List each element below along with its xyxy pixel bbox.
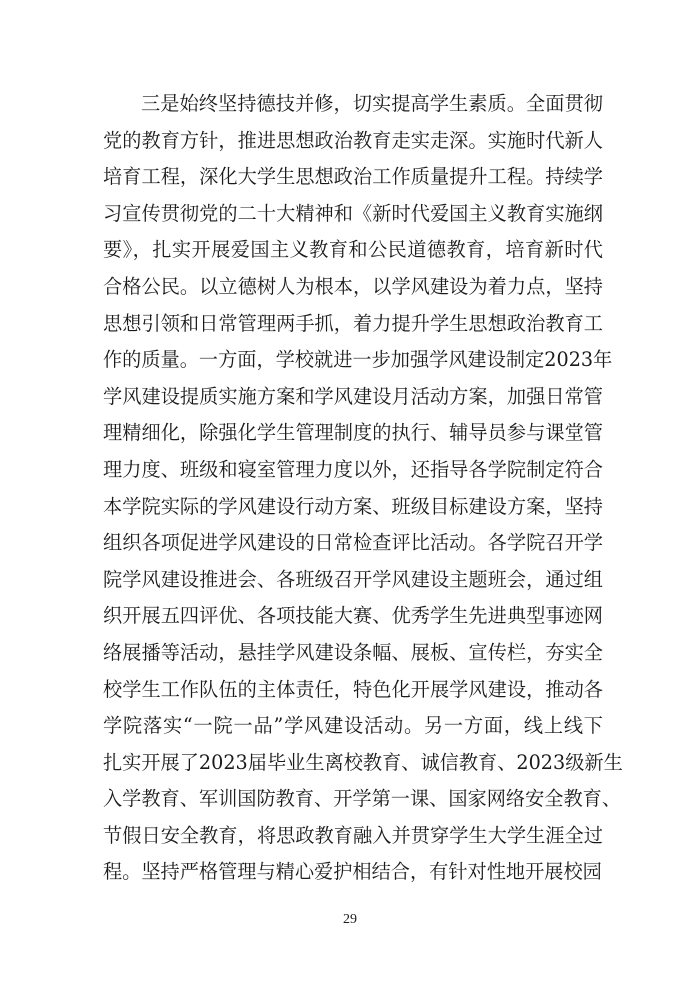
page-number: 29 [343, 912, 357, 927]
text-line: 思想引领和日常管理两手抓，着力提升学生思想政治教育工 [103, 311, 603, 335]
text-line: 学风建设提质实施方案和学风建设月活动方案，加强日常管 [103, 384, 603, 408]
text-line: 织开展五四评优、各项技能大赛、优秀学生先进典型事迹网 [103, 604, 603, 628]
text-line: 党的教育方针，推进思想政治教育走实走深。实施时代新人 [103, 128, 603, 152]
text-line: 院学风建设推进会、各班级召开学风建设主题班会，通过组 [103, 567, 603, 591]
text-line: 本学院实际的学风建设行动方案、班级目标建设方案，坚持 [103, 494, 603, 518]
text-line: 要》，扎实开展爱国主义教育和公民道德教育，培育新时代 [103, 238, 603, 262]
text-line: 学院落实“一院一品”学风建设活动。另一方面，线上线下 [103, 714, 603, 738]
text-line: 作的质量。一方面，学校就进一步加强学风建设制定2023年 [103, 348, 613, 372]
text-line: 节假日安全教育，将思政教育融入并贯穿学生大学生涯全过 [103, 823, 603, 847]
text-line: 校学生工作队伍的主体责任，特色化开展学风建设，推动各 [103, 677, 603, 701]
text-line: 培育工程，深化大学生思想政治工作质量提升工程。持续学 [103, 165, 603, 189]
body-paragraph [103, 86, 623, 891]
text-line: 合格公民。以立德树人为根本，以学风建设为着力点，坚持 [103, 274, 603, 298]
text-line: 理精细化，除强化学生管理制度的执行、辅导员参与课堂管 [103, 421, 603, 445]
text-line: 络展播等活动，悬挂学风建设条幅、展板、宣传栏，夯实全 [103, 640, 603, 664]
text-line: 习宣传贯彻党的二十大精神和《新时代爱国主义教育实施纲 [103, 201, 603, 225]
text-line: 入学教育、军训国防教育、开学第一课、国家网络安全教育、 [103, 787, 622, 811]
text-line: 扎实开展了2023届毕业生离校教育、诚信教育、2023级新生 [103, 750, 623, 774]
text-line: 程。坚持严格管理与精心爱护相结合，有针对性地开展校园 [103, 860, 602, 884]
text-line: 理力度、班级和寝室管理力度以外，还指导各学院制定符合 [103, 457, 603, 481]
text-line: 三是始终坚持德技并修，切实提高学生素质。全面贯彻 [141, 92, 603, 115]
text-line: 组织各项促进学风建设的日常检查评比活动。各学院召开学 [103, 531, 603, 555]
